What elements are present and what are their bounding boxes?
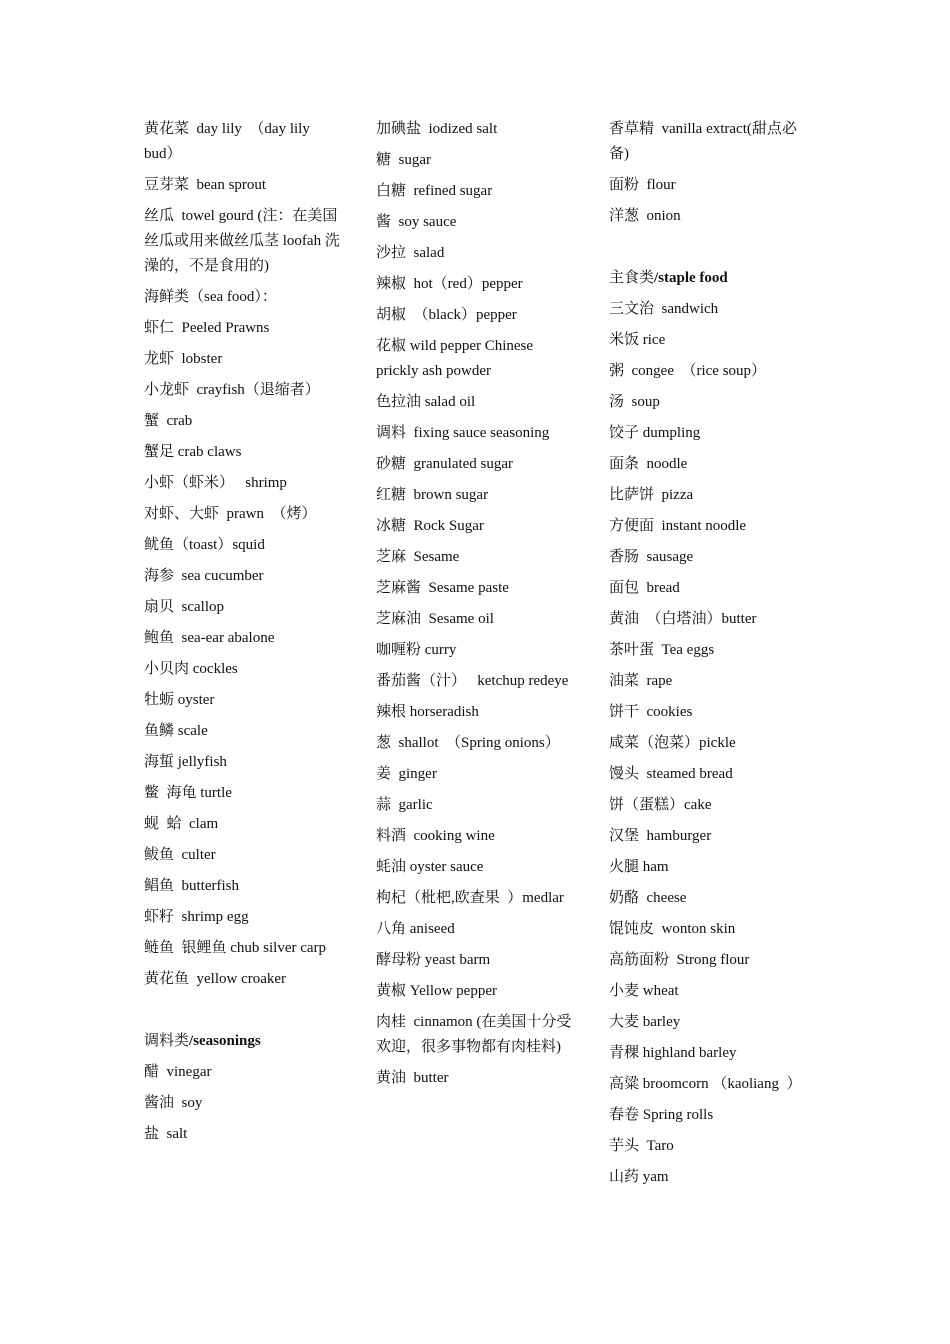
vocab-entry: 料酒 cooking wine [376, 828, 495, 844]
vocab-entry: 饼（蛋糕）cake [609, 797, 712, 813]
vocab-entry: 八角 aniseed [376, 921, 455, 937]
vocab-entry: 虾仁 Peeled Prawns [144, 320, 270, 336]
vocab-entry: 黄油 butter [376, 1070, 449, 1086]
vocab-entry: 枸杞（枇杷,欧查果 ）medlar [376, 890, 564, 906]
vocab-entry: 洋葱 onion [609, 208, 681, 224]
vocab-entry: 辣根 horseradish [376, 704, 479, 720]
vocab-entry: 辣椒 hot（red）pepper [376, 276, 523, 292]
section-heading-en: /seasonings [189, 1033, 261, 1049]
section-heading-zh: 调料类 [144, 1033, 190, 1049]
vocab-entry: 鱿鱼（toast）squid [144, 537, 265, 553]
vocab-entry: 番茄酱（汁） ketchup redeye [376, 673, 569, 689]
vocab-entry: 芝麻 Sesame [376, 549, 460, 565]
vocab-entry: 蟹足 crab claws [144, 444, 242, 460]
vocab-entry: 汉堡 hamburger [609, 828, 712, 844]
vocab-entry: 芝麻酱 Sesame paste [376, 580, 509, 596]
vocab-entry: 海蜇 jellyfish [144, 754, 227, 770]
vocab-entry: 丝瓜 towel gourd (注：在美国丝瓜或用来做丝瓜茎 loofah 洗澡的，不是食用的) [144, 208, 340, 274]
vocab-entry: 饼干 cookies [609, 704, 693, 720]
column-2 [376, 117, 572, 1097]
vocab-entry: 小龙虾 crayfish（退缩者） [144, 382, 320, 398]
vocab-entry: 白糖 refined sugar [376, 183, 493, 199]
vocab-entry: 蚝油 oyster sauce [376, 859, 484, 875]
vocab-entry: 黄油 （白塔油）butter [609, 611, 757, 627]
vocab-entry: 小麦 wheat [609, 983, 679, 999]
vocab-entry: 蚬 蛤 clam [144, 816, 219, 832]
vocab-entry: 虾籽 shrimp egg [144, 909, 249, 925]
vocab-entry: 酵母粉 yeast barm [376, 952, 491, 968]
vocab-entry: 面条 noodle [609, 456, 688, 472]
vocab-entry: 芝麻油 Sesame oil [376, 611, 494, 627]
vocab-entry: 高粱 broomcorn （kaoliang ） [609, 1076, 802, 1092]
vocab-entry: 龙虾 lobster [144, 351, 223, 367]
vocab-entry: 鲳鱼 butterfish [144, 878, 239, 894]
vocab-entry: 青稞 highland barley [609, 1045, 737, 1061]
vocab-entry: 三文治 sandwich [609, 301, 719, 317]
vocab-entry: 面粉 flour [609, 177, 676, 193]
vocab-entry: 茶叶蛋 Tea eggs [609, 642, 715, 658]
vocab-entry: 鳖 海龟 turtle [144, 785, 232, 801]
column-1 [144, 117, 340, 1153]
vocab-entry: 粥 congee （rice soup） [609, 363, 767, 379]
vocab-entry: 砂糖 granulated sugar [376, 456, 514, 472]
section-heading [609, 266, 805, 291]
vocab-entry: 肉桂 cinnamon (在美国十分受欢迎，很多事物都有肉桂料) [376, 1014, 572, 1055]
vocab-entry: 比萨饼 pizza [609, 487, 694, 503]
vocab-entry: 对虾、大虾 prawn （烤） [144, 506, 317, 522]
vocab-entry: 汤 soup [609, 394, 660, 410]
vocab-entry: 馄饨皮 wonton skin [609, 921, 736, 937]
vocab-entry: 高筋面粉 Strong flour [609, 952, 750, 968]
vocab-entry: 葱 shallot （Spring onions） [376, 735, 560, 751]
section-spacer [609, 235, 805, 266]
section-heading-en: /staple food [654, 270, 728, 286]
vocab-entry: 加碘盐 iodized salt [376, 121, 498, 137]
vocab-entry: 方便面 instant noodle [609, 518, 747, 534]
vocab-entry: 小贝肉 cockles [144, 661, 238, 677]
vocab-entry: 黄花鱼 yellow croaker [144, 971, 287, 987]
vocab-entry: 小虾（虾米） shrimp [144, 475, 287, 491]
vocab-entry: 酱油 soy [144, 1095, 203, 1111]
vocab-entry: 香肠 sausage [609, 549, 694, 565]
vocab-entry: 调料 fixing sauce seasoning [376, 425, 550, 441]
vocab-entry: 色拉油 salad oil [376, 394, 476, 410]
vocab-entry: 姜 ginger [376, 766, 437, 782]
vocab-entry: 大麦 barley [609, 1014, 681, 1030]
vocab-entry: 沙拉 salad [376, 245, 445, 261]
vocab-entry: 黄椒 Yellow pepper [376, 983, 497, 999]
vocab-entry: 米饭 rice [609, 332, 666, 348]
vocab-entry: 酱 soy sauce [376, 214, 457, 230]
vocab-entry: 春卷 Spring rolls [609, 1107, 714, 1123]
vocab-entry: 山药 yam [609, 1169, 669, 1185]
vocab-entry: 豆芽菜 bean sprout [144, 177, 267, 193]
section-spacer [144, 998, 340, 1029]
vocab-entry: 芋头 Taro [609, 1138, 674, 1154]
vocab-entry: 糖 sugar [376, 152, 431, 168]
vocab-entry: 冰糖 Rock Sugar [376, 518, 484, 534]
vocab-entry: 鲍鱼 sea-ear abalone [144, 630, 275, 646]
vocab-entry: 蒜 garlic [376, 797, 433, 813]
vocab-entry: 鱼鳞 scale [144, 723, 208, 739]
vocab-entry: 咖喱粉 curry [376, 642, 457, 658]
vocab-entry: 花椒 wild pepper Chinese prickly ash powder [376, 338, 537, 379]
vocab-entry: 面包 bread [609, 580, 680, 596]
vocab-entry: 扇贝 scallop [144, 599, 224, 615]
vocab-entry: 醋 vinegar [144, 1064, 212, 1080]
vocab-entry: 馒头 steamed bread [609, 766, 733, 782]
vocab-entry: 香草精 vanilla extract(甜点必备) [609, 121, 797, 162]
vocab-entry: 蟹 crab [144, 413, 193, 429]
vocab-entry: 油菜 rape [609, 673, 673, 689]
vocab-entry: 牡蛎 oyster [144, 692, 215, 708]
vocab-entry: 胡椒 （black）pepper [376, 307, 517, 323]
vocab-entry: 鲢鱼 银鲤鱼 chub silver carp [144, 940, 327, 956]
vocab-entry: 海鲜类（sea food）： [144, 289, 277, 305]
vocab-entry: 火腿 ham [609, 859, 669, 875]
vocab-entry: 咸菜（泡菜）pickle [609, 735, 736, 751]
column-3 [609, 117, 805, 1196]
vocab-entry: 盐 salt [144, 1126, 188, 1142]
section-heading [144, 1029, 340, 1054]
vocab-entry: 奶酪 cheese [609, 890, 687, 906]
vocab-entry: 红糖 brown sugar [376, 487, 489, 503]
vocab-entry: 饺子 dumpling [609, 425, 701, 441]
vocab-entry: 海参 sea cucumber [144, 568, 264, 584]
section-heading-zh: 主食类 [609, 270, 655, 286]
vocab-entry: 鲅鱼 culter [144, 847, 216, 863]
vocab-entry: 黄花菜 day lily （day lily bud） [144, 121, 314, 162]
